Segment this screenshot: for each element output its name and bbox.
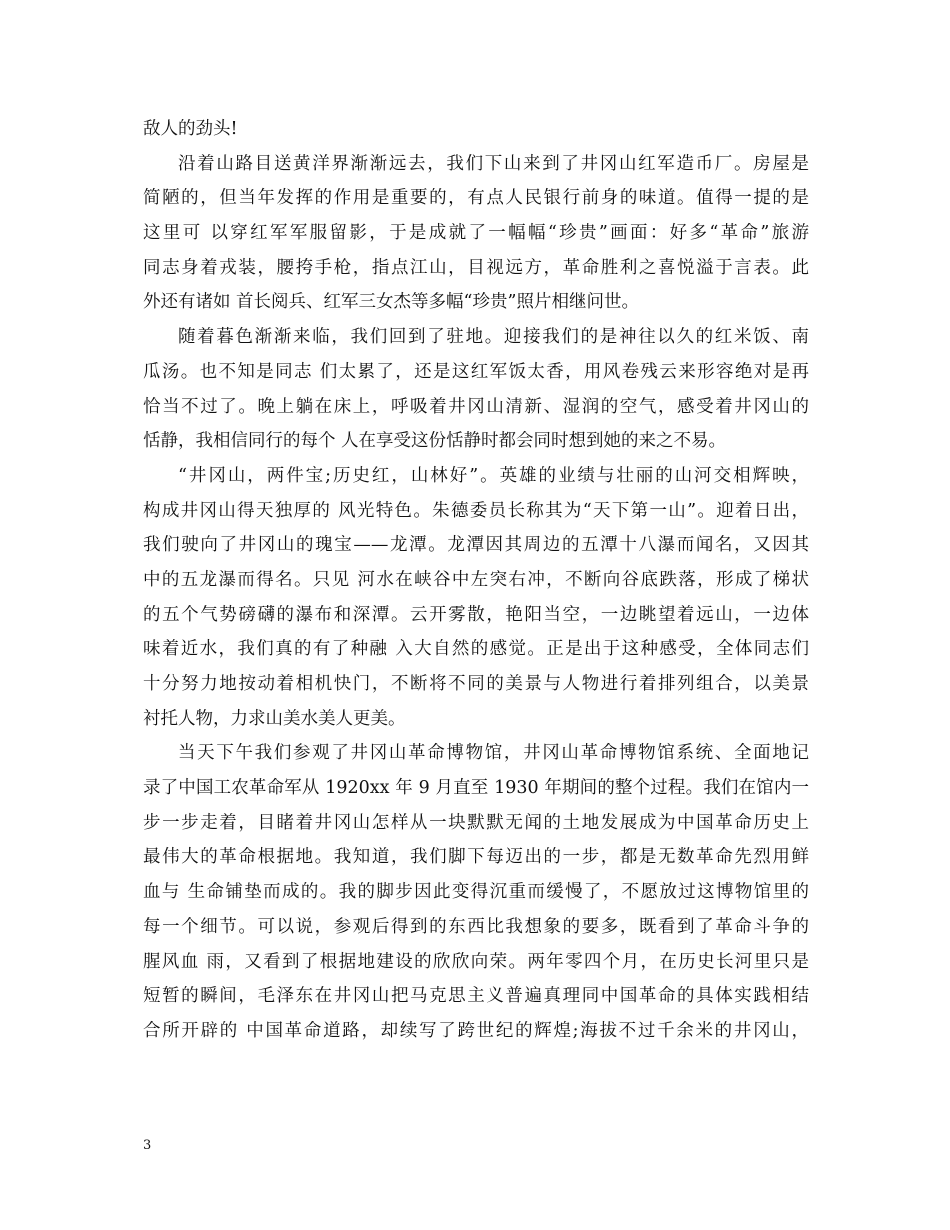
text-line [143, 112, 809, 147]
text-line [143, 181, 809, 216]
text-line [143, 875, 809, 910]
text-line [143, 806, 809, 841]
text-line [143, 1014, 809, 1049]
text-line-content: 恰当不过了。晚上躺在床上，呼吸着井冈山清新、湿润的空气，感受着井冈山的 [143, 396, 809, 417]
text-line [143, 285, 809, 320]
text-line [143, 390, 809, 425]
text-line-content: 中的五龙瀑而得名。只见 河水在峡谷中左突右冲，不断向谷底跌落，形成了梯状 [143, 569, 809, 590]
text-line-content: 随着暮色渐渐来临，我们回到了驻地。迎接我们的是神往以久的红米饭、南 [178, 327, 809, 348]
text-line [143, 355, 809, 390]
text-line-content: 最伟大的革命根据地。我知道，我们脚下每迈出的一步，都是无数革命先烈用鲜 [143, 847, 809, 868]
text-line-content: 我们驶向了井冈山的瑰宝——龙潭。龙潭因其周边的五潭十八瀑而闻名，又因其 [143, 535, 809, 556]
page-number: 3 [143, 1138, 152, 1153]
text-line-content: 步一步走着，目睹着井冈山怎样从一块默默无闻的土地发展成为中国革命历史上 [143, 812, 809, 833]
text-line-content: 简陋的，但当年发挥的作用是重要的，有点人民银行前身的味道。值得一提的是 [143, 188, 809, 209]
text-line-content: 敌人的劲头! [143, 119, 238, 139]
text-line-content: 味着近水，我们真的有了种融 入大自然的感觉。正是出于这种感受，全体同志们 [143, 639, 809, 660]
text-line-content: 录了中国工农革命军从 1920xx 年 9 月直至 1930 年期间的整个过程。我们在馆内一 [143, 778, 809, 799]
text-line [143, 320, 809, 355]
document-body [143, 112, 809, 1049]
text-line-content: 外还有诸如 首长阅兵、红军三女杰等多幅“珍贵”照片相继问世。 [143, 292, 639, 313]
text-line [143, 459, 809, 494]
text-line [143, 840, 809, 875]
text-line [143, 632, 809, 667]
text-line-content: 这里可 以穿红军军服留影，于是成就了一幅幅“珍贵”画面：好多“革命”旅游 [143, 223, 809, 244]
text-line-content: 的五个气势磅礴的瀑布和深潭。云开雾散，艳阳当空，一边眺望着远山，一边体 [143, 604, 809, 625]
text-line [143, 667, 809, 702]
text-line-content: 瓜汤。也不知是同志 们太累了，还是这红军饭太香，用风卷残云来形容绝对是再 [143, 361, 809, 382]
text-line [143, 251, 809, 286]
text-line [143, 979, 809, 1014]
text-line [143, 945, 809, 980]
text-line-content: 血与 生命铺垫而成的。我的脚步因此变得沉重而缓慢了，不愿放过这博物馆里的 [143, 882, 809, 903]
text-line-content: 同志身着戎装，腰挎手枪，指点江山，目视远方，革命胜利之喜悦溢于言表。此 [143, 257, 809, 278]
text-line-content: 每一个细节。可以说，参观后得到的东西比我想象的要多，既看到了革命斗争的 [143, 916, 809, 937]
text-line-content: 构成井冈山得天独厚的 风光特色。朱德委员长称其为“天下第一山”。迎着日出， [143, 500, 809, 521]
text-line [143, 563, 809, 598]
text-line [143, 910, 809, 945]
text-line [143, 494, 809, 529]
text-line-content: 腥风血 雨，又看到了根据地建设的欣欣向荣。两年零四个月，在历史长河里只是 [143, 951, 809, 972]
text-line-content: “井冈山，两件宝;历史红，山林好”。英雄的业绩与壮丽的山河交相辉映， [178, 465, 809, 486]
text-line-content: 衬托人物，力求山美水美人更美。 [143, 708, 406, 729]
text-line [143, 598, 809, 633]
text-line [143, 424, 809, 459]
text-line-content: 十分努力地按动着相机快门，不断将不同的美景与人物进行着排列组合，以美景 [143, 674, 809, 694]
text-line [143, 528, 809, 563]
text-line-content: 短暂的瞬间，毛泽东在井冈山把马克思主义普遍真理同中国革命的具体实践相结 [143, 986, 809, 1007]
text-line-content: 当天下午我们参观了井冈山革命博物馆，井冈山革命博物馆系统、全面地记 [178, 743, 809, 764]
text-line [143, 147, 809, 182]
text-line [143, 736, 809, 771]
text-line [143, 216, 809, 251]
text-line-content: 合所开辟的 中国革命道路，却续写了跨世纪的辉煌;海拔不过千余米的井冈山， [143, 1020, 809, 1041]
text-line [143, 702, 809, 737]
text-line-content: 恬静，我相信同行的每个 人在享受这份恬静时都会同时想到她的来之不易。 [143, 431, 727, 452]
text-line-content: 沿着山路目送黄洋界渐渐远去，我们下山来到了井冈山红军造币厂。房屋是 [178, 153, 809, 174]
text-line [143, 771, 809, 806]
